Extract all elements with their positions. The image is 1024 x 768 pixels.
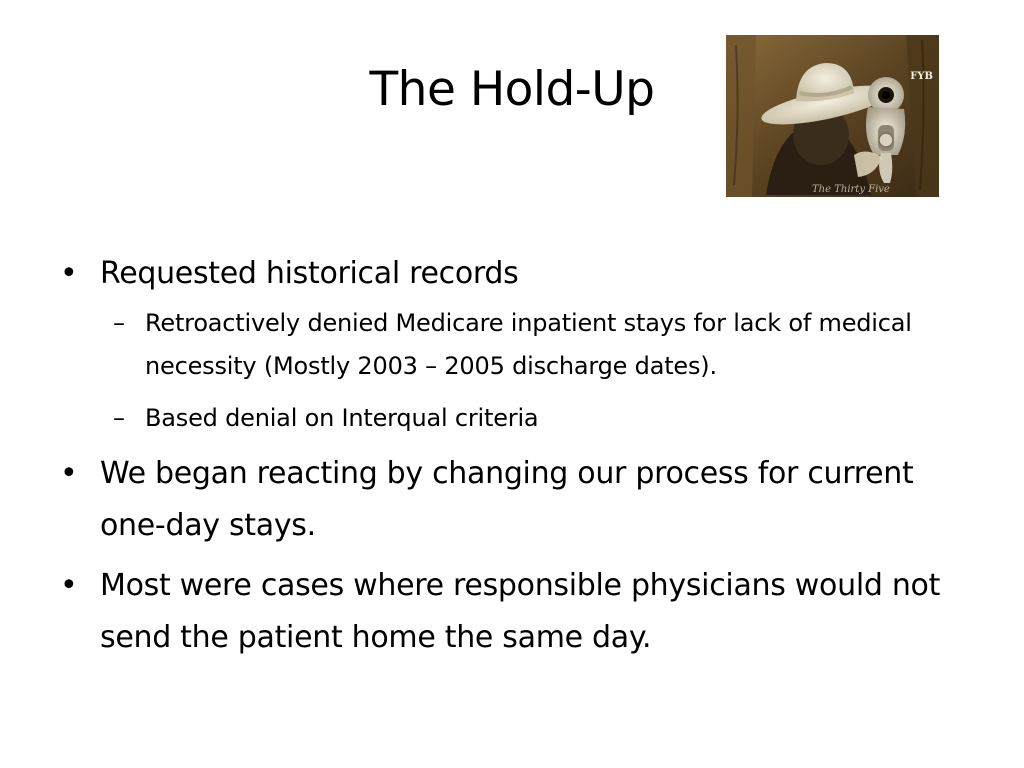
sub-bullet-text: Based denial on Interqual criteria: [145, 404, 539, 432]
sub-bullet-item: [60, 302, 960, 388]
photo-corner-text: FYB: [910, 71, 933, 82]
bullet-text: Most were cases where responsible physicians would not send the patient home the same day.: [100, 568, 941, 655]
cowboy-photo: [726, 35, 939, 197]
bullet-text: We began reacting by changing our process for current one-day stays.: [100, 456, 914, 543]
bullet-item: [60, 560, 960, 664]
sub-bullet-text: Retroactively denied Medicare inpatient stays for lack of medical necessity (Mostly 2003 – 2005 discharge dates).: [145, 309, 912, 380]
photo-caption-text: The Thirty Five: [812, 184, 890, 195]
bullet-text: Requested historical records: [100, 256, 519, 291]
dash-marker: –: [113, 309, 125, 337]
sub-bullet-list: [60, 302, 960, 440]
bullet-marker: •: [60, 456, 78, 491]
bullet-item: [60, 248, 960, 300]
bullet-list: [60, 248, 960, 664]
dash-marker: –: [113, 404, 125, 432]
bullet-marker: •: [60, 568, 78, 603]
bullet-marker: •: [60, 256, 78, 291]
bullet-item: [60, 448, 960, 552]
sub-bullet-item: [60, 397, 960, 440]
slide-title: The Hold-Up: [369, 62, 655, 117]
cowboy-image: [726, 35, 939, 197]
